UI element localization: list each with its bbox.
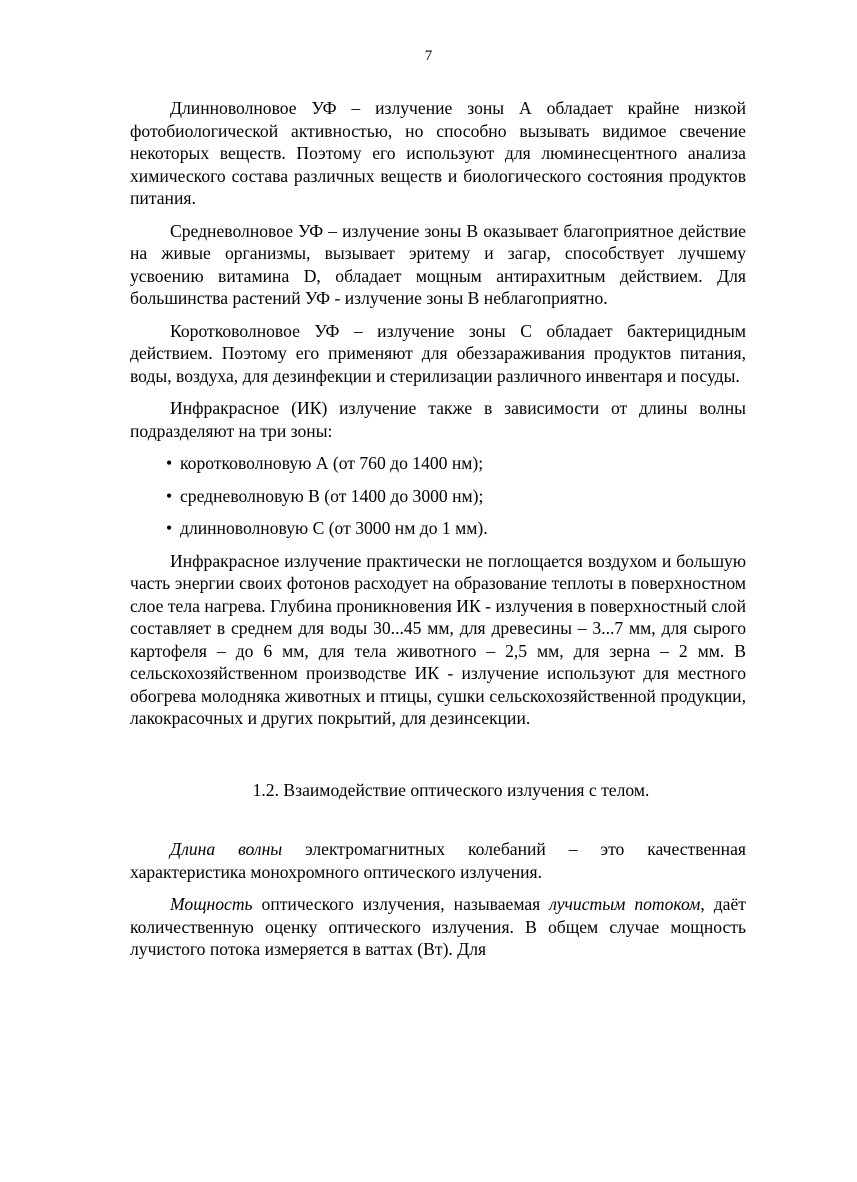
paragraph-uv-a: Длинноволновое УФ – излучение зоны А обладает крайне низкой фотобиологической активностью, но способно вызывать видимое свечение некоторых веществ. Поэтому его используют для люминесцентного анализа химического состава различных веществ и биологического состояния продуктов питания. <box>130 98 746 208</box>
section-spacer <box>130 740 746 779</box>
list-item <box>166 517 746 540</box>
paragraph-wavelength <box>130 838 746 883</box>
power-text-mid: оптического излучения, называемая <box>252 894 550 914</box>
section-spacer <box>130 801 746 838</box>
page-number: 7 <box>424 48 433 64</box>
paragraph-uv-c: Коротковолновое УФ – излучение зоны С обладает бактерицидным действием. Поэтому его применяют для обеззараживания продуктов питания, воды, воздуха, для дезинфекции и стерилизации различного инвентаря и посуды. <box>130 320 746 386</box>
term-radiant-flux: лучистым потоком <box>549 894 701 914</box>
page-body <box>130 97 746 971</box>
list-item <box>166 485 746 508</box>
paragraph-ir-intro: Инфракрасное (ИК) излучение также в зависимости от длины волны подразделяют на три зоны: <box>130 398 746 441</box>
list-item <box>166 452 746 475</box>
paragraph-power <box>130 893 746 961</box>
term-power: Мощность <box>170 894 253 914</box>
list-item-text: средневолновую В (от 1400 до 3000 нм); <box>180 485 484 506</box>
list-item-text: коротковолновую А (от 760 до 1400 нм); <box>180 453 484 473</box>
term-wavelength: Длина волны <box>170 839 283 859</box>
bullet-icon: • <box>166 485 173 506</box>
list-item-text: длинноволновую С (от 3000 нм до 1 мм). <box>180 518 488 538</box>
paragraph-uv-b: Средневолновое УФ – излучение зоны В оказывает благоприятное действие на живые организмы, вызывает эритему и загар, способствует лучшему усвоению витамина D, обладает мощным антирахитным действием. Для большинства растений УФ - излучение зоны В неблагоприятно. <box>130 220 746 308</box>
bullet-icon: • <box>166 453 173 473</box>
wavelength-text: электромагнитных колебаний – это качественная характеристика монохромного оптического излучения. <box>130 839 746 882</box>
ir-zones-list <box>130 452 746 540</box>
power-text-rest: , даёт количественную оценку оптического излучения. В общем случае мощность лучистого потока измеряется в ваттах (Вт). Для <box>130 894 746 959</box>
bullet-icon: • <box>166 518 173 538</box>
section-heading: 1.2. Взаимодействие оптического излучения с телом. <box>252 779 650 800</box>
paragraph-ir-properties: Инфракрасное излучение практически не поглощается воздухом и большую часть энергии своих фотонов расходует на образование теплоты в поверхностном слое тела нагрева. Глубина проникновения ИК - излучения в поверхностный слой составляет в среднем для воды 30...45 мм, для древесины – 3...7 мм, для сырого картофеля – до 6 мм, для тела животного – 2,5 мм, для зерна – 2 мм. В сельскохозяйственном производстве ИК - излучение используют для местного обогрева молодняка животных и птицы, сушки сельскохозяйственной продукции, лакокрасочных и других покрытий, для дезинсекции. <box>130 550 746 728</box>
